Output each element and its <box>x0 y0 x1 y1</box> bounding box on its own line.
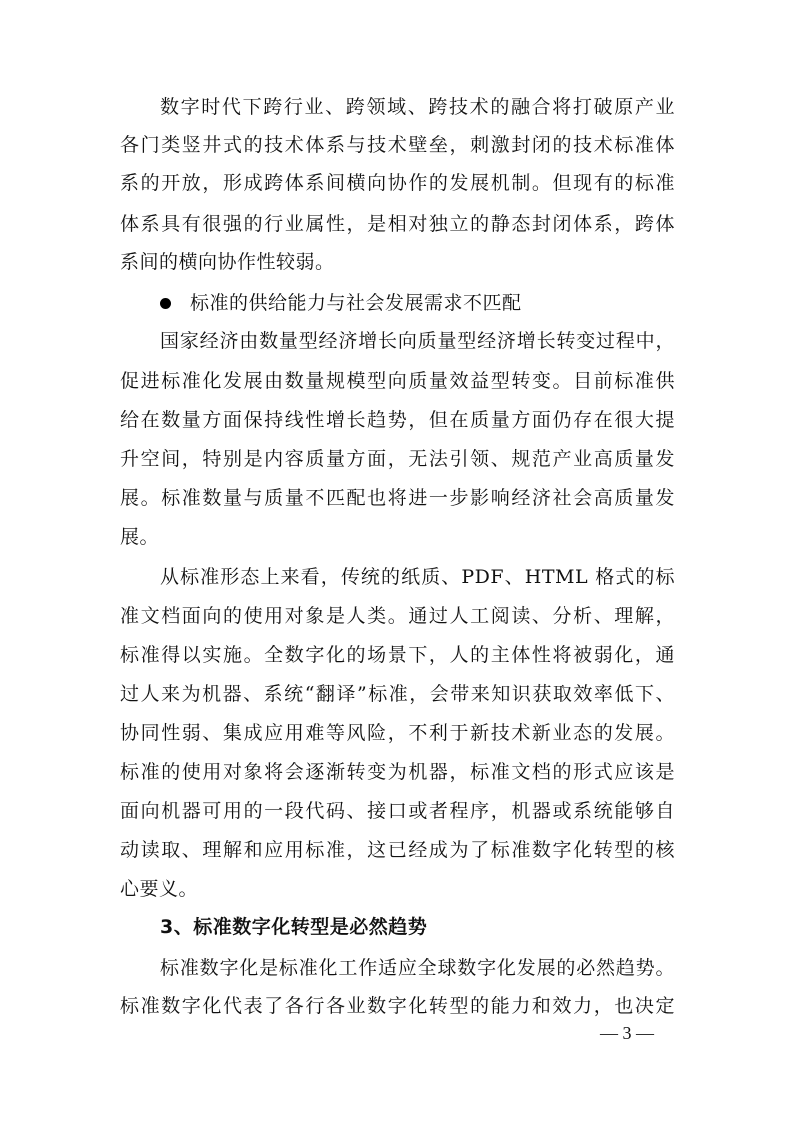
paragraph-1-line-4: 体系具有很强的行业属性，是相对独立的静态封闭体系，跨体 <box>120 213 675 235</box>
paragraph-3-line-6: 标准的使用对象将会逐渐转变为机器，标准文档的形式应该是 <box>120 761 675 783</box>
paragraph-3-line-8: 动读取、理解和应用标准，这已经成为了标准数字化转型的核 <box>120 839 675 861</box>
paragraph-4-line-2: 标准数字化代表了各行各业数字化转型的能力和效力，也决定 <box>120 995 675 1017</box>
page-number: — 3 — <box>600 1023 654 1043</box>
paragraph-2-line-2: 促进标准化发展由数量规模型向质量效益型转变。目前标准供 <box>120 370 675 392</box>
paragraph-3-line-2: 准文档面向的使用对象是人类。通过人工阅读、分析、理解， <box>120 605 675 627</box>
paragraph-3-line-5: 协同性弱、集成应用难等风险，不利于新技术新业态的发展。 <box>120 722 675 744</box>
paragraph-1-line-1: 数字时代下跨行业、跨领域、跨技术的融合将打破原产业 <box>160 96 675 118</box>
bullet-item-text: 标准的供给能力与社会发展需求不匹配 <box>190 292 522 314</box>
paragraph-2-line-6: 展。 <box>120 526 160 548</box>
paragraph-1-line-2: 各门类竖井式的技术体系与技术壁垒，刺激封闭的技术标准体 <box>120 134 675 156</box>
bullet-dot-icon <box>160 298 171 309</box>
paragraph-1-line-3: 系的开放，形成跨体系间横向协作的发展机制。但现有的标准 <box>120 172 675 194</box>
paragraph-4-line-1: 标准数字化是标准化工作适应全球数字化发展的必然趋势。 <box>160 957 675 979</box>
paragraph-3-line-9: 心要义。 <box>120 878 199 900</box>
section-heading: 3、标准数字化转型是必然趋势 <box>160 916 428 938</box>
paragraph-3-line-7: 面向机器可用的一段代码、接口或者程序，机器或系统能够自 <box>120 800 675 822</box>
paragraph-2-line-3: 给在数量方面保持线性增长趋势，但在质量方面仍存在很大提 <box>120 409 675 431</box>
paragraph-2-line-4: 升空间，特别是内容质量方面，无法引领、规范产业高质量发 <box>120 448 675 470</box>
bullet-item <box>160 288 522 318</box>
paragraph-3-line-1: 从标准形态上来看，传统的纸质、PDF、HTML 格式的标 <box>160 566 675 588</box>
paragraph-3-line-3: 标准得以实施。全数字化的场景下，人的主体性将被弱化，通 <box>120 644 675 666</box>
paragraph-1-line-5: 系间的横向协作性较弱。 <box>120 251 335 273</box>
paragraph-2-line-1: 国家经济由数量型经济增长向质量型经济增长转变过程中， <box>160 330 675 352</box>
paragraph-2-line-5: 展。标准数量与质量不匹配也将进一步影响经济社会高质量发 <box>120 487 675 509</box>
paragraph-3-line-4: 过人来为机器、系统“翻译”标准，会带来知识获取效率低下、 <box>120 683 675 705</box>
